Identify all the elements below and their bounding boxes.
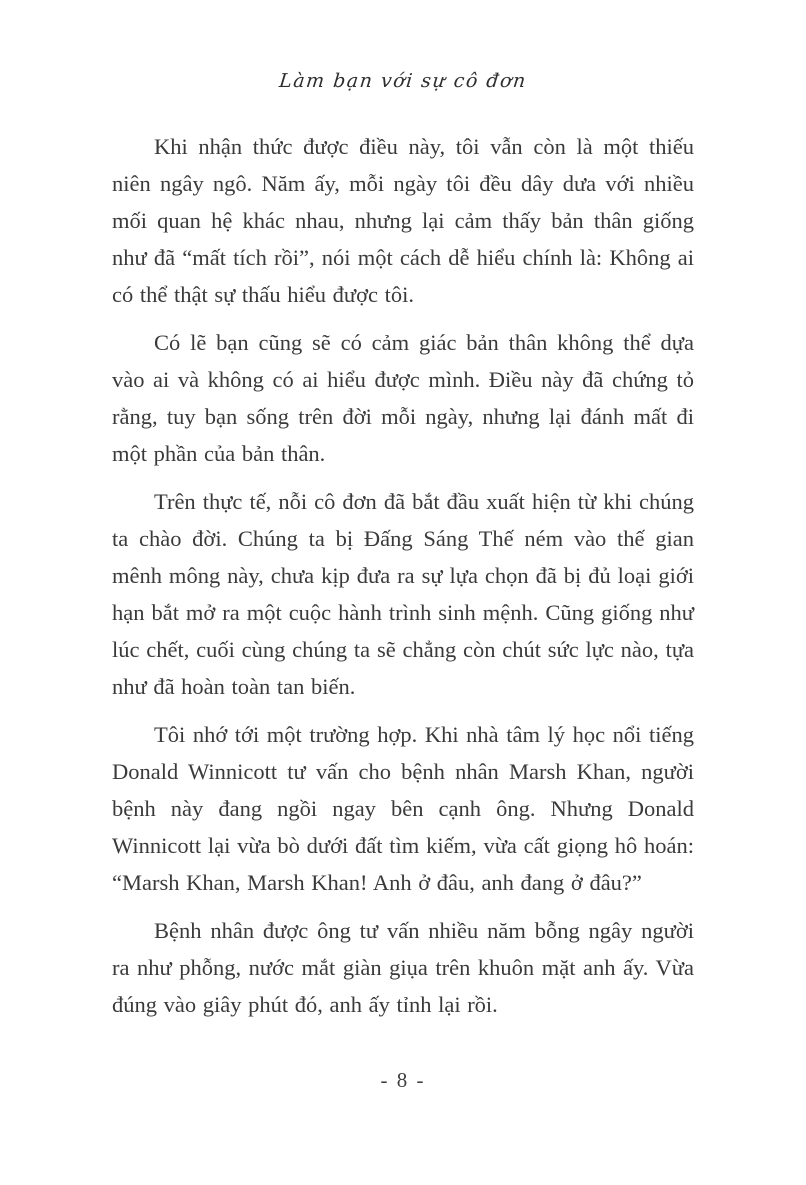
- paragraph: Tôi nhớ tới một trường hợp. Khi nhà tâm lý học nổi tiếng Donald Winnicott tư vấn cho bệnh nhân Marsh Khan, người bệnh này đang ngồi ngay bên cạnh ông. Nhưng Donald Winnicott lại vừa bò dưới đất tìm kiếm, vừa cất giọng hô hoán: “Marsh Khan, Marsh Khan! Anh ở đâu, anh đang ở đâu?”: [112, 722, 694, 895]
- running-head-title: Làm bạn với sự cô đơn: [278, 70, 528, 92]
- body-text: [112, 128, 694, 1034]
- paragraph: Có lẽ bạn cũng sẽ có cảm giác bản thân không thể dựa vào ai và không có ai hiểu được mình. Điều này đã chứng tỏ rằng, tuy bạn sống trên đời mỗi ngày, nhưng lại đánh mất đi một phần của bản thân.: [112, 330, 694, 466]
- page-number: - 8 -: [380, 1068, 426, 1092]
- paragraph: Trên thực tế, nỗi cô đơn đã bắt đầu xuất hiện từ khi chúng ta chào đời. Chúng ta bị Đấng Sáng Thế ném vào thế gian mênh mông này, chưa kịp đưa ra sự lựa chọn đã bị đủ loại giới hạn bắt mở ra một cuộc hành trình sinh mệnh. Cũng giống như lúc chết, cuối cùng chúng ta sẽ chẳng còn chút sức lực nào, tựa như đã hoàn toàn tan biến.: [112, 489, 694, 699]
- paragraph: Bệnh nhân được ông tư vấn nhiều năm bỗng ngây người ra như phỗng, nước mắt giàn giụa trên khuôn mặt anh ấy. Vừa đúng vào giây phút đó, anh ấy tỉnh lại rồi.: [112, 918, 694, 1017]
- paragraph: Khi nhận thức được điều này, tôi vẫn còn là một thiếu niên ngây ngô. Năm ấy, mỗi ngày tôi đều dây dưa với nhiều mối quan hệ khác nhau, nhưng lại cảm thấy bản thân giống như đã “mất tích rồi”, nói một cách dễ hiểu chính là: Không ai có thể thật sự thấu hiểu được tôi.: [112, 134, 694, 307]
